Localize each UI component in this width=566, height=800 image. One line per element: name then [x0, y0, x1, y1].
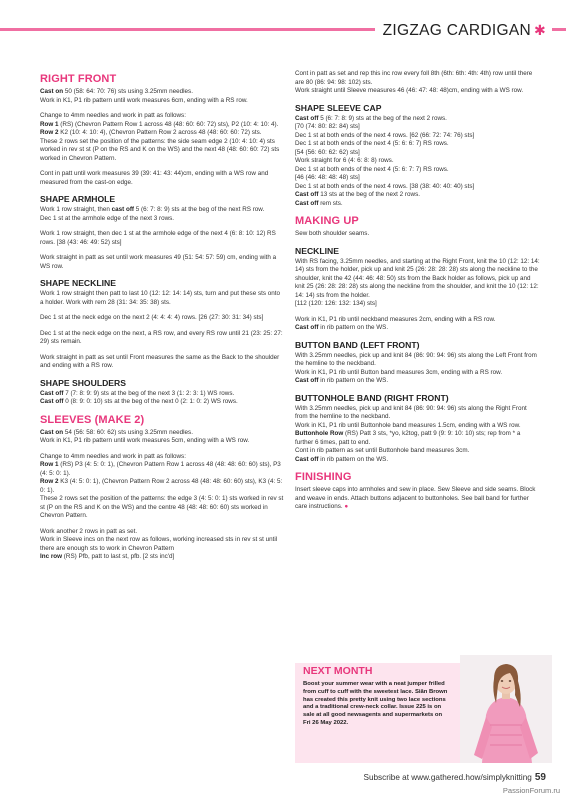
- label: cast off: [111, 206, 135, 213]
- page-number: 59: [534, 772, 546, 783]
- label: Cast on: [40, 88, 64, 95]
- text: Work in K1, P1 rib pattern until work measures 5cm, ending with a WS row.: [40, 437, 250, 444]
- text: With RS facing, 3.25mm needles, and starting at the Right Front, knit the 10 (12: 12: 14: 14) sts from the holder, pick up and knit 25 (26: 28: 28: 28) sts along the neckline to the shoulder, knit the 42 (44: 46: 48: 50) sts from the Back holder as follows, pick up and knit 25 (26: 28: 28: 28) sts along the neckline from the shoulder, and knit the 10 (12: 12: 14: 14) sts from the holder.: [295, 257, 540, 299]
- heading-button-band: BUTTON BAND (LEFT FRONT): [295, 339, 420, 350]
- para: [295, 352, 540, 386]
- footer: [363, 772, 546, 783]
- para: [295, 70, 540, 96]
- para: [295, 316, 540, 333]
- text: rem sts.: [320, 199, 343, 207]
- text: [70 (74: 80: 82: 84) sts]: [295, 123, 360, 130]
- para: Dec 1 st at the neck edge on the next 2 (4: 4: 4: 4) rows. [26 (27: 30: 31: 34) sts]: [40, 314, 264, 321]
- label: Cast off: [295, 191, 319, 198]
- text: Change to 4mm needles and work in patt as follows:: [40, 452, 186, 460]
- right-column: [295, 70, 540, 519]
- text: Work in K1, P1 rib until neckband measures 2cm, ending with a RS row.: [295, 315, 496, 323]
- subscribe-text: Subscribe at www.gathered.how/simplyknitting: [363, 773, 532, 782]
- heading-shape-shoulders: SHAPE SHOULDERS: [40, 377, 126, 388]
- label: Cast off: [40, 398, 64, 405]
- heading-sleeves: SLEEVES (MAKE 2): [40, 413, 145, 426]
- text: 0 (8: 9: 0: 10) sts at the beg of the next 0 (2: 1: 0: 2) WS rows.: [65, 398, 238, 405]
- para: [40, 453, 285, 521]
- text: 13 sts at the beg of the next 2 rows.: [320, 191, 420, 198]
- text: (RS) (Chevron Pattern Row 1 across 48 (48: 60: 60: 72) sts), P2 (10: 4: 10: 4).: [60, 120, 279, 128]
- text: [112 (120: 126: 132: 134) sts]: [295, 300, 377, 307]
- label: Inc row: [40, 553, 63, 560]
- label: Cast off: [295, 455, 319, 463]
- label: Row 1: [40, 461, 59, 468]
- para: [295, 258, 540, 309]
- text: [46 (46: 48: 48: 48) sts]: [295, 174, 360, 181]
- text: 54 (56: 58: 60: 62) sts using 3.25mm needles.: [64, 428, 193, 436]
- next-month-title: NEXT MONTH: [303, 665, 373, 677]
- para: Work straight in patt as set until work measures 49 (51: 54: 57: 59) cm, ending with a WS row.: [40, 254, 277, 270]
- left-column: [40, 70, 285, 569]
- label: Cast on: [40, 428, 64, 436]
- text: Dec 1 st at the armhole edge of the next 3 rows.: [40, 214, 175, 222]
- text: Dec 1 st at both ends of the next 4 (5: 6: 7: 7) RS rows.: [295, 165, 449, 173]
- text: Work straight for 6 (4: 6: 8: 8) rows.: [295, 157, 394, 164]
- text: With 3.25mm needles, pick up and knit 84 (86: 90: 94: 96) sts along the Left Front from the hemline to the neckband.: [295, 351, 537, 367]
- text: Work another 2 rows in patt as set.: [40, 527, 138, 535]
- text: 5 (6: 7: 8: 9) sts at the beg of the next 2 rows.: [320, 114, 447, 122]
- next-month-box: [295, 663, 460, 763]
- text: Insert sleeve caps into armholes and sew in place. Sew Sleeve and side seams. Block and weave in ends. Attach buttons adjacent to buttonholes. See ball band for further care instructions.: [295, 486, 536, 510]
- heading-shape-armhole: SHAPE ARMHOLE: [40, 194, 116, 204]
- text: Change to 4mm needles and work in patt as follows:: [40, 112, 186, 119]
- asterisk-icon: ✱: [533, 22, 546, 38]
- para: Dec 1 st at the neck edge on the next, a RS row, and every RS row until 21 (23: 25: 27: 29) sts remain.: [40, 329, 283, 345]
- heading-shape-sleeve-cap: SHAPE SLEEVE CAP: [295, 102, 382, 113]
- text: These 2 rows set the position of the patterns: the side seam edge 2 (10: 4: 10: 4) sts worked in rev st st (P on the RS and K on the WS) and the next 48 (48: 60: 60: 72) sts worked in Chevron Pattern.: [40, 137, 280, 162]
- heading-right-front: RIGHT FRONT: [40, 73, 117, 85]
- pattern-title-text: ZIGZAG CARDIGAN: [382, 22, 531, 39]
- label: Cast off: [295, 114, 319, 122]
- text: (RS) Pfb, patt to last st, pfb. [2 sts inc'd]: [63, 553, 175, 560]
- para: Work 1 row straight then patt to last 10 (12: 12: 14: 14) sts, turn and put these sts onto a holder. Work with rem 28 (31: 34: 35: 38) sts.: [40, 290, 280, 306]
- para: Work straight in patt as set until Front measures the same as the Back to the shoulder and ending with a RS row.: [40, 353, 280, 369]
- text: Work in K1, P1 rib until Buttonhole band measures 1.5cm, ending with a WS row.: [295, 421, 521, 429]
- text: 7 (7: 8: 9: 9) sts at the beg of the next 3 (1: 2: 3: 1) WS rows.: [65, 389, 235, 397]
- text: in rib pattern on the WS.: [320, 324, 389, 331]
- para: [40, 390, 285, 407]
- text: (RS) P3 (4: 5: 0: 1), (Chevron Pattern Row 1 across 48 (48: 48: 60: 60) sts), P3 (4: 5: 0: 1).: [40, 461, 281, 477]
- end-dot-icon: ●: [344, 503, 349, 510]
- heading-buttonhole-band: BUTTONHOLE BAND (RIGHT FRONT): [295, 392, 449, 403]
- text: (RS) Patt 3 sts, *yo, k2tog, patt 9 (9: 9: 10: 10) sts; rep from * a further 6 times, patt to end.: [295, 430, 521, 446]
- text: Work in Sleeve incs on the next row as follows, working increased sts in rev st st until there are enough sts to work in Chevron Pattern: [40, 536, 278, 552]
- para: Cont in patt until work measures 39 (39: 41: 43: 44)cm, ending with a WS row and measured from the cast-on edge.: [40, 170, 269, 186]
- text: K3 (4: 5: 0: 1), (Chevron Pattern Row 2 across 48 (48: 48: 60: 60) sts), K3 (4: 5: 0: 1).: [40, 478, 283, 494]
- para: [40, 88, 285, 105]
- heading-shape-neckline: SHAPE NECKLINE: [40, 278, 116, 288]
- text: [54 (56: 60: 62: 62) sts]: [295, 148, 360, 156]
- model-photo: [460, 655, 552, 763]
- label: Cast off: [295, 199, 319, 207]
- label: Row 2: [40, 129, 59, 136]
- label: Cast off: [40, 389, 64, 397]
- para: Sew both shoulder seams.: [295, 230, 370, 237]
- para: [295, 405, 540, 465]
- text: These 2 rows set the position of the patterns: the edge 3 (4: 5: 0: 1) sts worked in rev st st (P on the RS and K on the WS) and the centre 48 (48: 48: 60: 60) sts worked in Chevron Pattern.: [40, 495, 284, 519]
- text: Cont in patt as set and rep this inc row every foll 8th (6th: 6th: 4th: 4th) row until there are 80 (86: 94: 98: 102) sts.: [295, 70, 533, 86]
- para: [40, 528, 285, 562]
- text: Dec 1 st at both ends of the next 4 (5: 6: 6: 7) RS rows.: [295, 140, 449, 147]
- woman-in-pink-jumper-image: [460, 655, 552, 763]
- label: Cast off: [295, 377, 319, 384]
- para: [295, 486, 540, 512]
- para: [295, 115, 540, 209]
- text: in rib pattern on the WS.: [320, 455, 389, 463]
- label: Row 2: [40, 478, 59, 485]
- watermark: PassionForum.ru: [502, 786, 560, 795]
- text: Dec 1 st at both ends of the next 4 rows. [62 (66: 72: 74: 76) sts]: [295, 131, 475, 139]
- page-header: [0, 18, 566, 44]
- heading-finishing: FINISHING: [295, 471, 352, 483]
- text: Work 1 row straight, then: [40, 206, 110, 213]
- para: Work 1 row straight, then dec 1 st at the armhole edge of the next 4 (6: 8: 10: 12) RS rows. [38 (43: 46: 49: 52) sts]: [40, 230, 276, 246]
- heading-neckline: NECKLINE: [295, 245, 339, 256]
- para: [40, 206, 285, 223]
- para: [40, 429, 285, 446]
- text: in rib pattern on the WS.: [320, 377, 389, 384]
- text: Work in K1, P1 rib until Button band measures 3cm, ending with a RS row.: [295, 368, 503, 376]
- heading-making-up: MAKING UP: [295, 215, 359, 227]
- text: Dec 1 st at both ends of the next 4 rows. [38 (38: 40: 40: 40) sts]: [295, 182, 475, 190]
- para: [40, 112, 285, 163]
- label: Buttonhole Row: [295, 430, 344, 437]
- text: K2 (10: 4: 10: 4), (Chevron Pattern Row 2 across 48 (48: 60: 60: 72) sts.: [60, 129, 262, 136]
- text: Work straight until Sleeve measures 46 (46: 47: 48: 48)cm, ending with a WS row.: [295, 87, 524, 94]
- text: With 3.25mm needles, pick up and knit 84 (86: 90: 94: 96) sts along the Right Front from the hemline to the neckband.: [295, 404, 527, 420]
- label: Row 1: [40, 120, 59, 128]
- text: 50 (58: 64: 70: 76) sts using 3.25mm needles.: [64, 88, 193, 95]
- label: Cast off: [295, 324, 319, 331]
- text: Work in K1, P1 rib pattern until work measures 6cm, ending with a RS row.: [40, 96, 248, 104]
- next-month-text: Boost your summer wear with a neat jumper frilled from cuff to cuff with the sweetest lace. Siân Brown has created this pretty knit using two lace sections and a traditional crew-neck collar. Issue 225 is on sale at all good newsagents and supermarkets on Fri 26 May 2022.: [303, 681, 448, 726]
- pattern-title: [375, 18, 552, 43]
- text: Cont in rib pattern as set until Buttonhole band measures 3cm.: [295, 447, 470, 454]
- text: 5 (6: 7: 8: 9) sts at the beg of the next RS row.: [135, 206, 265, 213]
